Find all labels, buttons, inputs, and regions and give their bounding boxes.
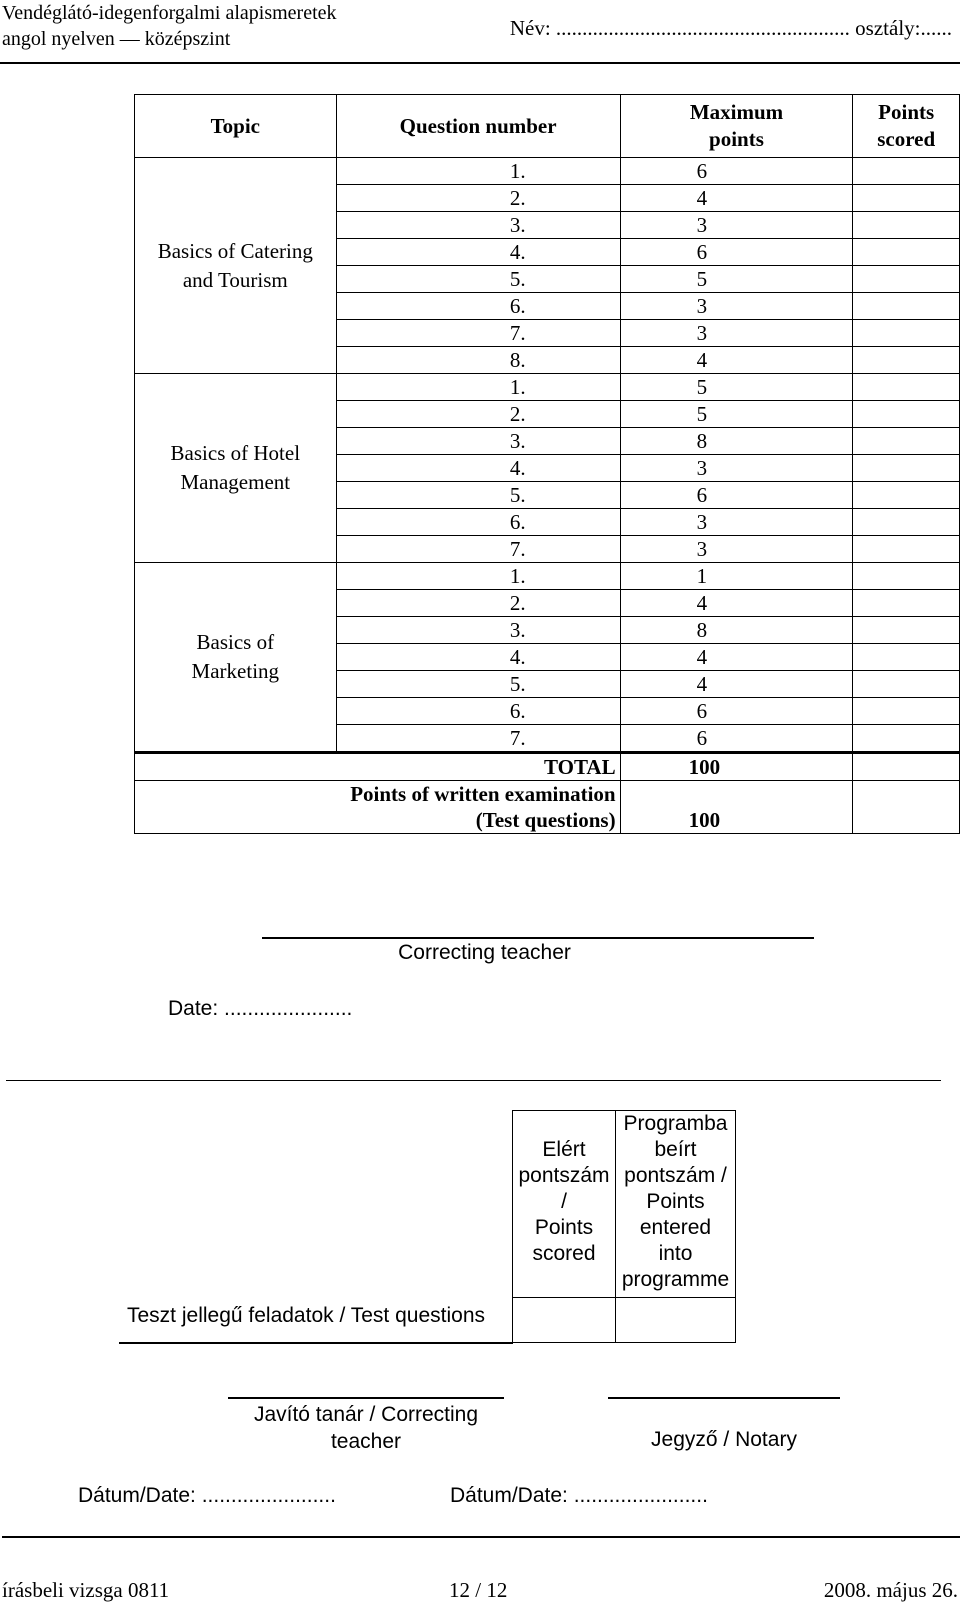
- points-scored-cell[interactable]: [853, 266, 960, 293]
- max-points-cell: 3: [620, 320, 853, 347]
- question-number-cell: 2.: [336, 590, 620, 617]
- points-scored-cell[interactable]: [853, 293, 960, 320]
- header-level: angol nyelven — középszint: [2, 28, 231, 50]
- notary-signature-line: [608, 1397, 840, 1399]
- topic-cell: [135, 158, 337, 374]
- points-scored-cell[interactable]: [853, 347, 960, 374]
- points-entered-cell[interactable]: [616, 1298, 736, 1343]
- max-points-cell: 6: [620, 158, 853, 185]
- footer-page-number: 12 / 12: [449, 1578, 508, 1602]
- topic-line: Marketing: [191, 659, 280, 683]
- points-entered-line: pontszám /: [624, 1164, 727, 1187]
- question-number-cell: 2.: [336, 185, 620, 212]
- max-points-cell: 5: [620, 401, 853, 428]
- written-exam-value: 100: [620, 781, 853, 834]
- points-scored-header: [853, 95, 960, 158]
- points-scored-cell[interactable]: [853, 482, 960, 509]
- max-points-cell: 5: [620, 374, 853, 401]
- written-exam-points-cell[interactable]: [853, 781, 960, 834]
- topic-line: Management: [180, 470, 291, 494]
- points-scored-cell[interactable]: [853, 698, 960, 725]
- points-entered-line: into: [658, 1242, 693, 1265]
- score-row: [135, 563, 960, 590]
- points-scored-line: Points: [534, 1216, 594, 1239]
- points-entered-line: Points: [646, 1190, 705, 1213]
- points-scored-cell[interactable]: [853, 374, 960, 401]
- points-scored-cell[interactable]: [853, 590, 960, 617]
- max-points-header: [620, 95, 853, 158]
- question-number-cell: 1.: [336, 563, 620, 590]
- topic-header: Topic: [135, 95, 337, 158]
- points-scored-cell[interactable]: [853, 617, 960, 644]
- points-scored-cell[interactable]: [853, 536, 960, 563]
- header-subject: Vendéglátó-idegenforgalmi alapismeretek: [2, 2, 337, 24]
- points-scored-header-line1: Points: [878, 100, 935, 124]
- topic-cell: [135, 563, 337, 753]
- points-scored-cell[interactable]: [853, 671, 960, 698]
- total-row: [135, 753, 960, 781]
- question-number-cell: 5.: [336, 482, 620, 509]
- test-table-header-row: [119, 1111, 736, 1298]
- max-points-cell: 4: [620, 590, 853, 617]
- corrector-label-line1: Javító tanár / Correcting: [253, 1403, 479, 1426]
- points-scored-line: scored: [532, 1242, 596, 1265]
- notary-date-field: Dátum/Date: .......................: [450, 1484, 708, 1507]
- points-scored-column-header: [513, 1111, 616, 1298]
- points-scored-cell[interactable]: [853, 509, 960, 536]
- test-questions-label: Teszt jellegű feladatok / Test questions: [119, 1111, 513, 1343]
- max-points-cell: 6: [620, 698, 853, 725]
- corrector-signature-line: [228, 1397, 504, 1399]
- max-points-cell: 3: [620, 536, 853, 563]
- max-points-cell: 4: [620, 671, 853, 698]
- question-number-cell: 4.: [336, 644, 620, 671]
- section-divider: [6, 1080, 941, 1081]
- points-scored-header-line2: scored: [877, 127, 936, 151]
- points-entered-line: beírt: [654, 1138, 697, 1161]
- points-entered-column-header: [616, 1111, 736, 1298]
- points-scored-line: pontszám: [518, 1164, 610, 1187]
- max-points-cell: 3: [620, 455, 853, 482]
- points-entered-line: Programba: [623, 1112, 728, 1135]
- points-entered-line: programme: [621, 1268, 730, 1291]
- question-number-cell: 1.: [336, 158, 620, 185]
- question-number-cell: 8.: [336, 347, 620, 374]
- topic-line: Basics of Catering: [157, 238, 313, 263]
- score-row: [135, 374, 960, 401]
- correcting-teacher-label: Correcting teacher: [398, 941, 571, 964]
- max-points-cell: 3: [620, 293, 853, 320]
- max-points-cell: 5: [620, 266, 853, 293]
- max-points-cell: 4: [620, 185, 853, 212]
- max-points-cell: 3: [620, 212, 853, 239]
- total-label: TOTAL: [135, 753, 621, 781]
- max-points-cell: 6: [620, 482, 853, 509]
- points-scored-cell[interactable]: [853, 320, 960, 347]
- question-number-cell: 6.: [336, 293, 620, 320]
- question-number-cell: 3.: [336, 428, 620, 455]
- question-number-cell: 4.: [336, 455, 620, 482]
- correcting-teacher-signature-line: [262, 937, 814, 939]
- question-number-cell: 5.: [336, 671, 620, 698]
- points-scored-cell[interactable]: [853, 455, 960, 482]
- max-points-cell: 1: [620, 563, 853, 590]
- written-exam-row: [135, 781, 960, 834]
- points-scored-cell[interactable]: [853, 428, 960, 455]
- topic-cell: [135, 374, 337, 563]
- question-number-cell: 5.: [336, 266, 620, 293]
- test-questions-table: [119, 1110, 736, 1344]
- question-number-header: Question number: [336, 95, 620, 158]
- score-table: [134, 94, 960, 834]
- points-scored-cell[interactable]: [853, 212, 960, 239]
- written-exam-label-line1: Points of written examination: [350, 782, 616, 806]
- corrector-signature-label: [228, 1401, 504, 1455]
- question-number-cell: 7.: [336, 320, 620, 347]
- points-scored-cell[interactable]: [513, 1298, 616, 1343]
- max-points-cell: 3: [620, 509, 853, 536]
- max-points-header-line1: Maximum: [689, 100, 784, 124]
- points-scored-cell[interactable]: [853, 239, 960, 266]
- question-number-cell: 4.: [336, 239, 620, 266]
- question-number-cell: 7.: [336, 725, 620, 753]
- topic-line: Basics of Hotel: [170, 441, 301, 465]
- written-exam-label-line2: (Test questions): [475, 808, 616, 832]
- name-class-field: Név: ........................................................ osztály:......: [509, 16, 952, 40]
- points-scored-cell[interactable]: [853, 401, 960, 428]
- score-row: [135, 158, 960, 185]
- question-number-cell: 2.: [336, 401, 620, 428]
- question-number-cell: 1.: [336, 374, 620, 401]
- topic-line: and Tourism: [182, 267, 288, 292]
- notary-signature-label: Jegyző / Notary: [651, 1428, 797, 1451]
- points-scored-line: /: [561, 1190, 567, 1213]
- max-points-cell: 4: [620, 644, 853, 671]
- topic-line: Basics of: [196, 630, 275, 654]
- max-points-cell: 8: [620, 428, 853, 455]
- max-points-cell: 8: [620, 617, 853, 644]
- points-entered-line: entered: [639, 1216, 712, 1239]
- max-points-cell: 6: [620, 725, 853, 753]
- question-number-cell: 6.: [336, 698, 620, 725]
- date-field: Date: ......................: [168, 997, 353, 1020]
- points-scored-cell[interactable]: [853, 185, 960, 212]
- total-value: 100: [620, 753, 853, 781]
- total-points-scored-cell[interactable]: [853, 753, 960, 781]
- question-number-cell: 7.: [336, 536, 620, 563]
- points-scored-cell[interactable]: [853, 644, 960, 671]
- points-scored-cell[interactable]: [853, 158, 960, 185]
- question-number-cell: 3.: [336, 617, 620, 644]
- footer-exam-code: írásbeli vizsga 0811: [2, 1578, 170, 1602]
- max-points-cell: 4: [620, 347, 853, 374]
- corrector-date-field: Dátum/Date: .......................: [78, 1484, 336, 1507]
- question-number-cell: 6.: [336, 509, 620, 536]
- points-scored-cell[interactable]: [853, 563, 960, 590]
- footer-date: 2008. május 26.: [823, 1578, 958, 1602]
- corrector-label-line2: teacher: [330, 1430, 402, 1453]
- max-points-header-line2: points: [709, 127, 764, 151]
- footer-rule: [2, 1536, 960, 1538]
- header-rule: [0, 62, 960, 64]
- score-table-header-row: [135, 95, 960, 158]
- written-exam-label: [135, 781, 621, 834]
- max-points-cell: 6: [620, 239, 853, 266]
- points-scored-line: Elért: [542, 1138, 586, 1161]
- points-scored-cell[interactable]: [853, 725, 960, 753]
- header-title: [2, 0, 337, 52]
- question-number-cell: 3.: [336, 212, 620, 239]
